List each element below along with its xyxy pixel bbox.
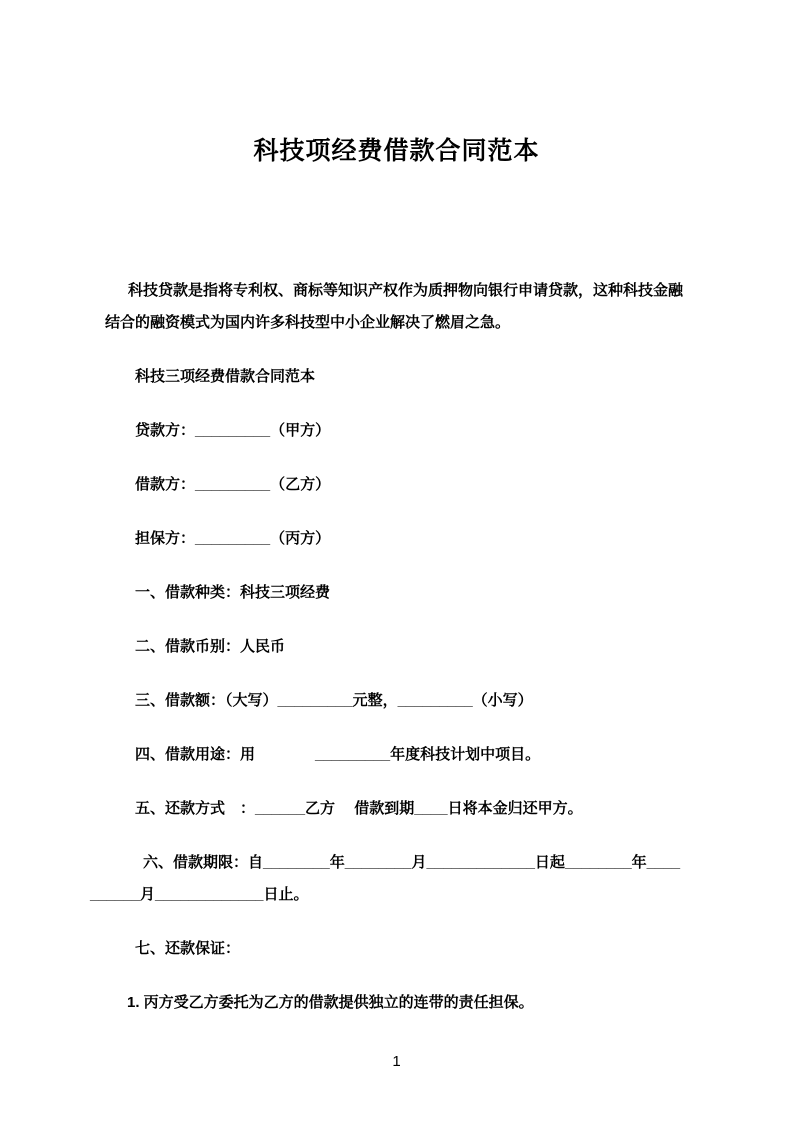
document-title: 科技项经费借款合同范本: [253, 137, 540, 165]
party-line-lender: 贷款方：_________（甲方）: [135, 422, 331, 439]
clause-guarantee-heading: 七、还款保证：: [135, 940, 241, 957]
party-line-guarantor: 担保方：_________（丙方）: [135, 530, 331, 547]
party-line-borrower: 借款方：_________（乙方）: [135, 476, 331, 493]
intro-paragraph: 科技贷款是指将专利权、商标等知识产权作为质押物向银行申请贷款，这种科技金融结合的融资模式为国内许多科技型中小企业解决了燃眉之急。: [105, 282, 684, 331]
guarantee-item-1: 1. 丙方受乙方委托为乙方的借款提供独立的连带的责任担保。: [127, 994, 534, 1011]
clause-amount: 三、借款额：（大写）_________元整，_________（小写）: [135, 692, 533, 709]
clause-loan-term-line-2: ______月_____________日止。: [90, 886, 309, 903]
clause-loan-term-line-1: 六、借款期限：自________年________月_____________日起________年____: [143, 854, 681, 871]
subtitle: 科技三项经费借款合同范本: [135, 368, 316, 385]
clause-purpose: 四、借款用途：用 _________年度科技计划中项目。: [135, 746, 541, 763]
page-number: 1: [392, 1053, 401, 1070]
clause-currency: 二、借款币别：人民币: [135, 638, 286, 655]
clause-loan-term: [90, 847, 688, 911]
clause-loan-type: 一、借款种类：科技三项经费: [135, 584, 331, 601]
clause-repayment-method: 五、还款方式 ：______乙方 借款到期____日将本金归还甲方。: [135, 800, 583, 817]
